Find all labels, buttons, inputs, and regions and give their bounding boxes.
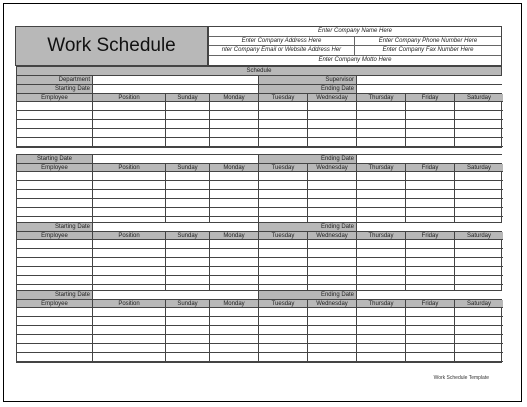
column-header-monday: Monday: [210, 164, 259, 172]
column-header-employee: Employee: [17, 164, 93, 172]
schedule-cell-saturday[interactable]: [455, 353, 503, 362]
schedule-cell-wednesday[interactable]: [308, 181, 357, 190]
schedule-cell-friday[interactable]: [406, 276, 455, 285]
footer-note: Work Schedule Template: [433, 375, 489, 381]
schedule-cell-friday[interactable]: [406, 240, 455, 249]
schedule-cell-saturday[interactable]: [455, 208, 503, 217]
schedule-label: Schedule: [17, 67, 501, 76]
schedule-cell-saturday[interactable]: [455, 181, 503, 190]
column-header-friday: Friday: [406, 164, 455, 172]
column-header-wednesday: Wednesday: [308, 94, 357, 102]
date-row: [17, 223, 501, 232]
schedule-cell-position[interactable]: [93, 267, 166, 276]
column-header-monday: Monday: [210, 94, 259, 102]
schedule-cell-sunday[interactable]: [166, 190, 210, 199]
schedule-cell-position[interactable]: [93, 138, 166, 147]
date-row: [17, 291, 501, 300]
schedule-cell-position[interactable]: [93, 353, 166, 362]
schedule-cell-position[interactable]: [93, 208, 166, 217]
schedule-cell-monday[interactable]: [210, 317, 259, 326]
company-info: [208, 26, 502, 66]
column-header-position: Position: [93, 232, 166, 240]
schedule-cell-friday[interactable]: [406, 199, 455, 208]
schedule-cell-employee[interactable]: [17, 129, 93, 138]
schedule-cell-saturday[interactable]: [455, 326, 503, 335]
schedule-cell-sunday[interactable]: [166, 335, 210, 344]
schedule-cell-sunday[interactable]: [166, 208, 210, 217]
schedule-cell-friday[interactable]: [406, 172, 455, 181]
schedule-cell-sunday[interactable]: [166, 308, 210, 317]
schedule-cell-friday[interactable]: [406, 102, 455, 111]
schedule-cell-employee[interactable]: [17, 172, 93, 181]
schedule-cell-monday[interactable]: [210, 172, 259, 181]
schedule-cell-sunday[interactable]: [166, 344, 210, 353]
column-header-position: Position: [93, 94, 166, 102]
schedule-cell-tuesday[interactable]: [259, 111, 308, 120]
schedule-cell-sunday[interactable]: [166, 120, 210, 129]
schedule-cell-friday[interactable]: [406, 317, 455, 326]
supervisor-label: Supervisor: [259, 76, 357, 84]
schedule-cell-saturday[interactable]: [455, 240, 503, 249]
schedule-cell-wednesday[interactable]: [308, 258, 357, 267]
schedule-cell-tuesday[interactable]: [259, 240, 308, 249]
column-header-thursday: Thursday: [357, 232, 406, 240]
column-header-friday: Friday: [406, 232, 455, 240]
company-phone-field[interactable]: Enter Company Phone Number Here: [355, 37, 501, 47]
schedule-cell-saturday[interactable]: [455, 308, 503, 317]
schedule-cell-thursday[interactable]: [357, 208, 406, 217]
column-header-monday: Monday: [210, 232, 259, 240]
schedule-cell-sunday[interactable]: [166, 111, 210, 120]
schedule-cell-position[interactable]: [93, 276, 166, 285]
schedule-cell-thursday[interactable]: [357, 190, 406, 199]
schedule-cell-sunday[interactable]: [166, 138, 210, 147]
schedule-cell-position[interactable]: [93, 240, 166, 249]
schedule-cell-friday[interactable]: [406, 111, 455, 120]
starting-date-label: Starting Date: [17, 223, 93, 231]
department-label: Department: [17, 76, 93, 84]
schedule-cell-friday[interactable]: [406, 120, 455, 129]
schedule-cell-thursday[interactable]: [357, 172, 406, 181]
schedule-cell-friday[interactable]: [406, 267, 455, 276]
column-header-saturday: Saturday: [455, 232, 503, 240]
schedule-cell-sunday[interactable]: [166, 276, 210, 285]
schedule-cell-monday[interactable]: [210, 190, 259, 199]
column-header-sunday: Sunday: [166, 300, 210, 308]
schedule-cell-friday[interactable]: [406, 344, 455, 353]
schedule-cell-saturday[interactable]: [455, 102, 503, 111]
column-header-friday: Friday: [406, 300, 455, 308]
column-header-employee: Employee: [17, 232, 93, 240]
schedule-cell-tuesday[interactable]: [259, 344, 308, 353]
schedule-cell-thursday[interactable]: [357, 326, 406, 335]
schedule-cell-position[interactable]: [93, 258, 166, 267]
schedule-cell-thursday[interactable]: [357, 276, 406, 285]
column-header-saturday: Saturday: [455, 300, 503, 308]
schedule-cell-thursday[interactable]: [357, 102, 406, 111]
schedule-cell-employee[interactable]: [17, 199, 93, 208]
schedule-cell-thursday[interactable]: [357, 240, 406, 249]
schedule-cell-tuesday[interactable]: [259, 102, 308, 111]
schedule-grid: [17, 94, 501, 147]
schedule-cell-thursday[interactable]: [357, 344, 406, 353]
column-header-saturday: Saturday: [455, 164, 503, 172]
starting-date-label: Starting Date: [17, 155, 93, 163]
schedule-cell-tuesday[interactable]: [259, 120, 308, 129]
schedule-grid: [17, 300, 501, 362]
schedule-cell-friday[interactable]: [406, 190, 455, 199]
schedule-cell-thursday[interactable]: [357, 267, 406, 276]
schedule-cell-sunday[interactable]: [166, 181, 210, 190]
schedule-cell-saturday[interactable]: [455, 258, 503, 267]
column-header-tuesday: Tuesday: [259, 300, 308, 308]
starting-date-field[interactable]: [93, 291, 259, 299]
column-header-tuesday: Tuesday: [259, 232, 308, 240]
starting-date-field[interactable]: [93, 223, 259, 231]
schedule-cell-wednesday[interactable]: [308, 326, 357, 335]
schedule-page: [3, 3, 522, 402]
schedule-cell-friday[interactable]: [406, 335, 455, 344]
schedule-cell-position[interactable]: [93, 326, 166, 335]
schedule-cell-sunday[interactable]: [166, 326, 210, 335]
schedule-cell-sunday[interactable]: [166, 240, 210, 249]
column-header-sunday: Sunday: [166, 94, 210, 102]
schedule-cell-wednesday[interactable]: [308, 335, 357, 344]
column-header-tuesday: Tuesday: [259, 94, 308, 102]
schedule-cell-monday[interactable]: [210, 102, 259, 111]
column-header-wednesday: Wednesday: [308, 232, 357, 240]
schedule-cell-monday[interactable]: [210, 335, 259, 344]
schedule-cell-monday[interactable]: [210, 138, 259, 147]
schedule-cell-sunday[interactable]: [166, 258, 210, 267]
schedule-cell-monday[interactable]: [210, 249, 259, 258]
schedule-cell-tuesday[interactable]: [259, 308, 308, 317]
company-fax-field[interactable]: Enter Company Fax Number Here: [355, 46, 501, 56]
schedule-cell-saturday[interactable]: [455, 120, 503, 129]
schedule-cell-tuesday[interactable]: [259, 181, 308, 190]
schedule-cell-saturday[interactable]: [455, 335, 503, 344]
column-header-position: Position: [93, 300, 166, 308]
schedule-grid: [17, 164, 501, 226]
schedule-cell-sunday[interactable]: [166, 353, 210, 362]
schedule-cell-saturday[interactable]: [455, 344, 503, 353]
schedule-cell-position[interactable]: [93, 335, 166, 344]
schedule-cell-sunday[interactable]: [166, 249, 210, 258]
schedule-cell-employee[interactable]: [17, 344, 93, 353]
schedule-cell-employee[interactable]: [17, 249, 93, 258]
schedule-cell-thursday[interactable]: [357, 353, 406, 362]
schedule-cell-friday[interactable]: [406, 249, 455, 258]
schedule-cell-friday[interactable]: [406, 181, 455, 190]
schedule-cell-wednesday[interactable]: [308, 111, 357, 120]
company-name-field[interactable]: Enter Company Name Here: [209, 27, 501, 37]
ending-date-field[interactable]: [357, 155, 503, 163]
schedule-cell-sunday[interactable]: [166, 102, 210, 111]
ending-date-label: Ending Date: [259, 223, 357, 231]
ending-date-field[interactable]: [357, 291, 503, 299]
schedule-cell-employee[interactable]: [17, 258, 93, 267]
schedule-cell-wednesday[interactable]: [308, 129, 357, 138]
schedule-cell-employee[interactable]: [17, 276, 93, 285]
schedule-cell-thursday[interactable]: [357, 199, 406, 208]
schedule-cell-saturday[interactable]: [455, 172, 503, 181]
schedule-cell-wednesday[interactable]: [308, 344, 357, 353]
schedule-cell-position[interactable]: [93, 308, 166, 317]
schedule-cell-sunday[interactable]: [166, 172, 210, 181]
schedule-cell-wednesday[interactable]: [308, 317, 357, 326]
schedule-cell-monday[interactable]: [210, 181, 259, 190]
department-row: [17, 76, 501, 85]
schedule-cell-position[interactable]: [93, 344, 166, 353]
schedule-cell-employee[interactable]: [17, 326, 93, 335]
schedule-cell-monday[interactable]: [210, 308, 259, 317]
schedule-cell-saturday[interactable]: [455, 276, 503, 285]
schedule-cell-thursday[interactable]: [357, 258, 406, 267]
starting-date-label: Starting Date: [17, 291, 93, 299]
schedule-cell-position[interactable]: [93, 190, 166, 199]
schedule-cell-wednesday[interactable]: [308, 138, 357, 147]
ending-date-label: Ending Date: [259, 155, 357, 163]
schedule-cell-thursday[interactable]: [357, 308, 406, 317]
schedule-cell-monday[interactable]: [210, 120, 259, 129]
schedule-cell-position[interactable]: [93, 172, 166, 181]
schedule-cell-sunday[interactable]: [166, 199, 210, 208]
schedule-cell-employee[interactable]: [17, 181, 93, 190]
company-motto-field[interactable]: Enter Company Motto Here: [318, 57, 392, 64]
schedule-cell-position[interactable]: [93, 129, 166, 138]
schedule-cell-tuesday[interactable]: [259, 326, 308, 335]
schedule-cell-tuesday[interactable]: [259, 335, 308, 344]
schedule-cell-thursday[interactable]: [357, 181, 406, 190]
schedule-cell-monday[interactable]: [210, 344, 259, 353]
schedule-cell-employee[interactable]: [17, 308, 93, 317]
schedule-cell-position[interactable]: [93, 181, 166, 190]
schedule-cell-monday[interactable]: [210, 267, 259, 276]
schedule-grid: [17, 232, 501, 294]
column-header-sunday: Sunday: [166, 164, 210, 172]
column-header-monday: Monday: [210, 300, 259, 308]
column-header-wednesday: Wednesday: [308, 300, 357, 308]
schedule-cell-tuesday[interactable]: [259, 249, 308, 258]
schedule-cell-thursday[interactable]: [357, 317, 406, 326]
schedule-cell-position[interactable]: [93, 120, 166, 129]
department-field[interactable]: [93, 76, 259, 84]
schedule-cell-employee[interactable]: [17, 267, 93, 276]
page-title: Work Schedule: [15, 26, 208, 66]
schedule-cell-position[interactable]: [93, 102, 166, 111]
column-header-saturday: Saturday: [455, 94, 503, 102]
schedule-cell-tuesday[interactable]: [259, 267, 308, 276]
schedule-cell-tuesday[interactable]: [259, 199, 308, 208]
schedule-section-1: [16, 66, 502, 148]
schedule-cell-wednesday[interactable]: [308, 208, 357, 217]
schedule-cell-tuesday[interactable]: [259, 172, 308, 181]
schedule-cell-wednesday[interactable]: [308, 267, 357, 276]
schedule-cell-saturday[interactable]: [455, 267, 503, 276]
schedule-cell-monday[interactable]: [210, 111, 259, 120]
schedule-cell-monday[interactable]: [210, 353, 259, 362]
schedule-cell-employee[interactable]: [17, 120, 93, 129]
schedule-cell-wednesday[interactable]: [308, 308, 357, 317]
schedule-cell-sunday[interactable]: [166, 267, 210, 276]
schedule-cell-tuesday[interactable]: [259, 276, 308, 285]
starting-date-field[interactable]: [93, 85, 259, 93]
schedule-cell-monday[interactable]: [210, 208, 259, 217]
schedule-cell-wednesday[interactable]: [308, 199, 357, 208]
schedule-cell-friday[interactable]: [406, 258, 455, 267]
schedule-cell-thursday[interactable]: [357, 335, 406, 344]
ending-date-field[interactable]: [357, 85, 503, 93]
column-header-employee: Employee: [17, 94, 93, 102]
ending-date-field[interactable]: [357, 223, 503, 231]
schedule-cell-employee[interactable]: [17, 353, 93, 362]
schedule-cell-wednesday[interactable]: [308, 172, 357, 181]
schedule-cell-saturday[interactable]: [455, 129, 503, 138]
schedule-cell-employee[interactable]: [17, 190, 93, 199]
schedule-cell-monday[interactable]: [210, 240, 259, 249]
company-address-field[interactable]: Enter Company Address Here: [209, 37, 355, 47]
schedule-cell-tuesday[interactable]: [259, 353, 308, 362]
schedule-cell-thursday[interactable]: [357, 129, 406, 138]
column-header-sunday: Sunday: [166, 232, 210, 240]
schedule-section-2: [16, 154, 502, 227]
column-header-wednesday: Wednesday: [308, 164, 357, 172]
starting-date-label: Starting Date: [17, 85, 93, 93]
schedule-section-3: [16, 222, 502, 295]
schedule-cell-saturday[interactable]: [455, 138, 503, 147]
schedule-cell-saturday[interactable]: [455, 111, 503, 120]
schedule-cell-employee[interactable]: [17, 240, 93, 249]
company-email-field[interactable]: nter Company Email or Website Address Her: [209, 46, 355, 56]
ending-date-label: Ending Date: [259, 291, 357, 299]
column-header-thursday: Thursday: [357, 164, 406, 172]
schedule-cell-tuesday[interactable]: [259, 258, 308, 267]
schedule-cell-monday[interactable]: [210, 326, 259, 335]
schedule-cell-wednesday[interactable]: [308, 353, 357, 362]
schedule-cell-tuesday[interactable]: [259, 208, 308, 217]
column-header-thursday: Thursday: [357, 94, 406, 102]
schedule-cell-wednesday[interactable]: [308, 276, 357, 285]
schedule-cell-saturday[interactable]: [455, 190, 503, 199]
schedule-cell-thursday[interactable]: [357, 138, 406, 147]
schedule-cell-wednesday[interactable]: [308, 190, 357, 199]
schedule-cell-position[interactable]: [93, 111, 166, 120]
column-header-tuesday: Tuesday: [259, 164, 308, 172]
schedule-cell-friday[interactable]: [406, 129, 455, 138]
column-header-friday: Friday: [406, 94, 455, 102]
schedule-cell-wednesday[interactable]: [308, 120, 357, 129]
schedule-section-4: [16, 290, 502, 363]
schedule-cell-monday[interactable]: [210, 258, 259, 267]
schedule-cell-monday[interactable]: [210, 276, 259, 285]
schedule-cell-tuesday[interactable]: [259, 317, 308, 326]
schedule-cell-thursday[interactable]: [357, 111, 406, 120]
schedule-cell-thursday[interactable]: [357, 249, 406, 258]
schedule-cell-tuesday[interactable]: [259, 190, 308, 199]
schedule-cell-monday[interactable]: [210, 199, 259, 208]
schedule-cell-wednesday[interactable]: [308, 249, 357, 258]
column-header-employee: Employee: [17, 300, 93, 308]
schedule-cell-saturday[interactable]: [455, 199, 503, 208]
schedule-cell-employee[interactable]: [17, 335, 93, 344]
schedule-cell-saturday[interactable]: [455, 317, 503, 326]
schedule-cell-friday[interactable]: [406, 326, 455, 335]
schedule-cell-thursday[interactable]: [357, 120, 406, 129]
schedule-cell-employee[interactable]: [17, 208, 93, 217]
schedule-cell-monday[interactable]: [210, 129, 259, 138]
schedule-cell-tuesday[interactable]: [259, 138, 308, 147]
schedule-cell-friday[interactable]: [406, 308, 455, 317]
schedule-cell-employee[interactable]: [17, 138, 93, 147]
schedule-cell-wednesday[interactable]: [308, 102, 357, 111]
schedule-cell-sunday[interactable]: [166, 129, 210, 138]
ending-date-label: Ending Date: [259, 85, 357, 93]
supervisor-field[interactable]: [357, 76, 503, 84]
column-header-position: Position: [93, 164, 166, 172]
schedule-cell-position[interactable]: [93, 249, 166, 258]
schedule-cell-wednesday[interactable]: [308, 240, 357, 249]
date-row: [17, 85, 501, 94]
schedule-cell-sunday[interactable]: [166, 317, 210, 326]
schedule-cell-friday[interactable]: [406, 138, 455, 147]
schedule-cell-position[interactable]: [93, 317, 166, 326]
starting-date-field[interactable]: [93, 155, 259, 163]
schedule-cell-employee[interactable]: [17, 102, 93, 111]
column-header-thursday: Thursday: [357, 300, 406, 308]
schedule-cell-employee[interactable]: [17, 111, 93, 120]
schedule-cell-saturday[interactable]: [455, 249, 503, 258]
schedule-cell-friday[interactable]: [406, 353, 455, 362]
schedule-cell-position[interactable]: [93, 199, 166, 208]
schedule-cell-tuesday[interactable]: [259, 129, 308, 138]
date-row: [17, 155, 501, 164]
schedule-cell-friday[interactable]: [406, 208, 455, 217]
schedule-cell-employee[interactable]: [17, 317, 93, 326]
